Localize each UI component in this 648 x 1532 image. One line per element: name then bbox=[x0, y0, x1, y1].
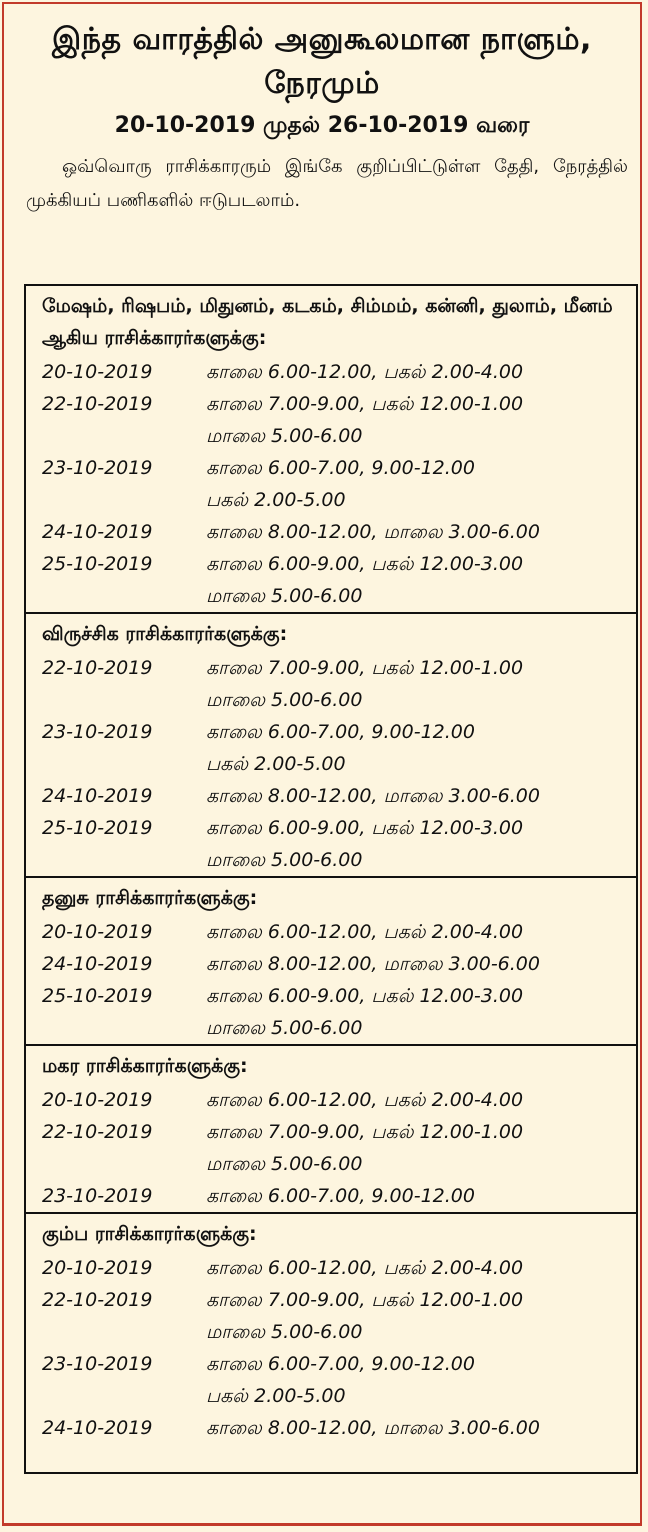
time-line: காலை 7.00-9.00, பகல் 12.00-1.00 bbox=[206, 393, 524, 415]
schedule-row bbox=[26, 916, 636, 948]
time-line: காலை 6.00-12.00, பகல் 2.00-4.00 bbox=[206, 1089, 524, 1111]
row-date: 24-10-2019 bbox=[42, 521, 153, 543]
time-line: பகல் 2.00-5.00 bbox=[206, 753, 346, 775]
row-times bbox=[206, 388, 636, 452]
time-line: காலை 6.00-9.00, பகல் 12.00-3.00 bbox=[206, 553, 524, 575]
schedule-row bbox=[26, 452, 636, 516]
time-line: காலை 6.00-12.00, பகல் 2.00-4.00 bbox=[206, 1257, 524, 1279]
row-times bbox=[206, 948, 636, 980]
row-times bbox=[206, 548, 636, 612]
time-line: காலை 6.00-7.00, 9.00-12.00 bbox=[206, 721, 475, 743]
row-times bbox=[206, 1412, 636, 1444]
row-date: 20-10-2019 bbox=[42, 1089, 153, 1111]
time-line: காலை 6.00-9.00, பகல் 12.00-3.00 bbox=[206, 985, 524, 1007]
time-line: காலை 8.00-12.00, மாலை 3.00-6.00 bbox=[206, 521, 540, 543]
row-date: 22-10-2019 bbox=[42, 1121, 153, 1143]
time-line: காலை 7.00-9.00, பகல் 12.00-1.00 bbox=[206, 1121, 524, 1143]
schedule-row bbox=[26, 780, 636, 812]
time-line: மாலை 5.00-6.00 bbox=[206, 425, 363, 447]
time-line: மாலை 5.00-6.00 bbox=[206, 1017, 363, 1039]
row-times bbox=[206, 716, 636, 780]
row-times bbox=[206, 1252, 636, 1284]
row-date: 20-10-2019 bbox=[42, 361, 153, 383]
row-date: 24-10-2019 bbox=[42, 1417, 153, 1439]
schedule-row bbox=[26, 1412, 636, 1444]
time-line: காலை 8.00-12.00, மாலை 3.00-6.00 bbox=[206, 953, 540, 975]
row-date: 20-10-2019 bbox=[42, 1257, 153, 1279]
row-times bbox=[206, 812, 636, 876]
title-line-2: நேரமும் bbox=[264, 66, 380, 101]
row-times bbox=[206, 1284, 636, 1348]
section-heading: கும்ப ராசிக்காரர்களுக்கு: bbox=[42, 1223, 257, 1245]
row-date: 22-10-2019 bbox=[42, 1289, 153, 1311]
zodiac-section bbox=[26, 878, 636, 1046]
schedule-row bbox=[26, 1180, 636, 1212]
row-date: 23-10-2019 bbox=[42, 1185, 153, 1207]
row-times bbox=[206, 780, 636, 812]
row-times bbox=[206, 356, 636, 388]
row-date: 25-10-2019 bbox=[42, 817, 153, 839]
schedule-row bbox=[26, 1348, 636, 1412]
time-line: காலை 6.00-7.00, 9.00-12.00 bbox=[206, 1353, 475, 1375]
time-line: காலை 6.00-12.00, பகல் 2.00-4.00 bbox=[206, 361, 524, 383]
time-line: மாலை 5.00-6.00 bbox=[206, 1153, 363, 1175]
section-heading: விருச்சிக ராசிக்காரர்களுக்கு: bbox=[42, 623, 288, 645]
row-times bbox=[206, 516, 636, 548]
schedule-table bbox=[24, 284, 638, 1474]
time-line: காலை 7.00-9.00, பகல் 12.00-1.00 bbox=[206, 1289, 524, 1311]
title-line-1: இந்த வாரத்தில் அனுகூலமான நாளும், bbox=[52, 22, 592, 57]
schedule-row bbox=[26, 516, 636, 548]
schedule-row bbox=[26, 356, 636, 388]
time-line: மாலை 5.00-6.00 bbox=[206, 585, 363, 607]
section-heading: தனுசு ராசிக்காரர்களுக்கு: bbox=[42, 887, 258, 909]
time-line: காலை 6.00-9.00, பகல் 12.00-3.00 bbox=[206, 817, 524, 839]
schedule-row bbox=[26, 1284, 636, 1348]
time-line: மாலை 5.00-6.00 bbox=[206, 1321, 363, 1343]
row-date: 23-10-2019 bbox=[42, 457, 153, 479]
schedule-row bbox=[26, 948, 636, 980]
schedule-row bbox=[26, 1252, 636, 1284]
row-times bbox=[206, 1348, 636, 1412]
row-date: 23-10-2019 bbox=[42, 721, 153, 743]
date-range: 20-10-2019 முதல் 26-10-2019 வரை bbox=[114, 113, 530, 138]
section-heading: மேஷம், ரிஷபம், மிதுனம், கடகம், சிம்மம், கன்னி, துலாம், மீனம் ஆகிய ராசிக்காரர்களுக்கு: bbox=[42, 295, 613, 349]
zodiac-section bbox=[26, 1214, 636, 1444]
row-date: 20-10-2019 bbox=[42, 921, 153, 943]
zodiac-section bbox=[26, 286, 636, 614]
schedule-row bbox=[26, 1084, 636, 1116]
time-line: காலை 6.00-7.00, 9.00-12.00 bbox=[206, 457, 475, 479]
row-times bbox=[206, 1180, 636, 1212]
time-line: மாலை 5.00-6.00 bbox=[206, 689, 363, 711]
row-times bbox=[206, 980, 636, 1044]
row-times bbox=[206, 452, 636, 516]
intro-paragraph: ஒவ்வொரு ராசிக்காரரும் இங்கே குறிப்பிட்டுள்ள தேதி, நேரத்தில் முக்கியப் பணிகளில் ஈடுபடலாம். bbox=[26, 156, 628, 211]
zodiac-section bbox=[26, 614, 636, 878]
time-line: பகல் 2.00-5.00 bbox=[206, 489, 346, 511]
section-heading: மகர ராசிக்காரர்களுக்கு: bbox=[42, 1055, 248, 1077]
zodiac-section bbox=[26, 1046, 636, 1214]
row-times bbox=[206, 1116, 636, 1180]
time-line: மாலை 5.00-6.00 bbox=[206, 849, 363, 871]
schedule-row bbox=[26, 980, 636, 1044]
row-date: 22-10-2019 bbox=[42, 393, 153, 415]
schedule-row bbox=[26, 716, 636, 780]
schedule-row bbox=[26, 652, 636, 716]
row-date: 23-10-2019 bbox=[42, 1353, 153, 1375]
schedule-row bbox=[26, 388, 636, 452]
row-date: 24-10-2019 bbox=[42, 953, 153, 975]
row-date: 22-10-2019 bbox=[42, 657, 153, 679]
row-date: 24-10-2019 bbox=[42, 785, 153, 807]
schedule-row bbox=[26, 548, 636, 612]
row-times bbox=[206, 1084, 636, 1116]
time-line: பகல் 2.00-5.00 bbox=[206, 1385, 346, 1407]
schedule-row bbox=[26, 1116, 636, 1180]
row-date: 25-10-2019 bbox=[42, 985, 153, 1007]
time-line: காலை 6.00-7.00, 9.00-12.00 bbox=[206, 1185, 475, 1207]
page-title bbox=[4, 18, 640, 106]
time-line: காலை 8.00-12.00, மாலை 3.00-6.00 bbox=[206, 1417, 540, 1439]
time-line: காலை 7.00-9.00, பகல் 12.00-1.00 bbox=[206, 657, 524, 679]
time-line: காலை 6.00-12.00, பகல் 2.00-4.00 bbox=[206, 921, 524, 943]
row-date: 25-10-2019 bbox=[42, 553, 153, 575]
time-line: காலை 8.00-12.00, மாலை 3.00-6.00 bbox=[206, 785, 540, 807]
row-times bbox=[206, 916, 636, 948]
row-times bbox=[206, 652, 636, 716]
schedule-row bbox=[26, 812, 636, 876]
